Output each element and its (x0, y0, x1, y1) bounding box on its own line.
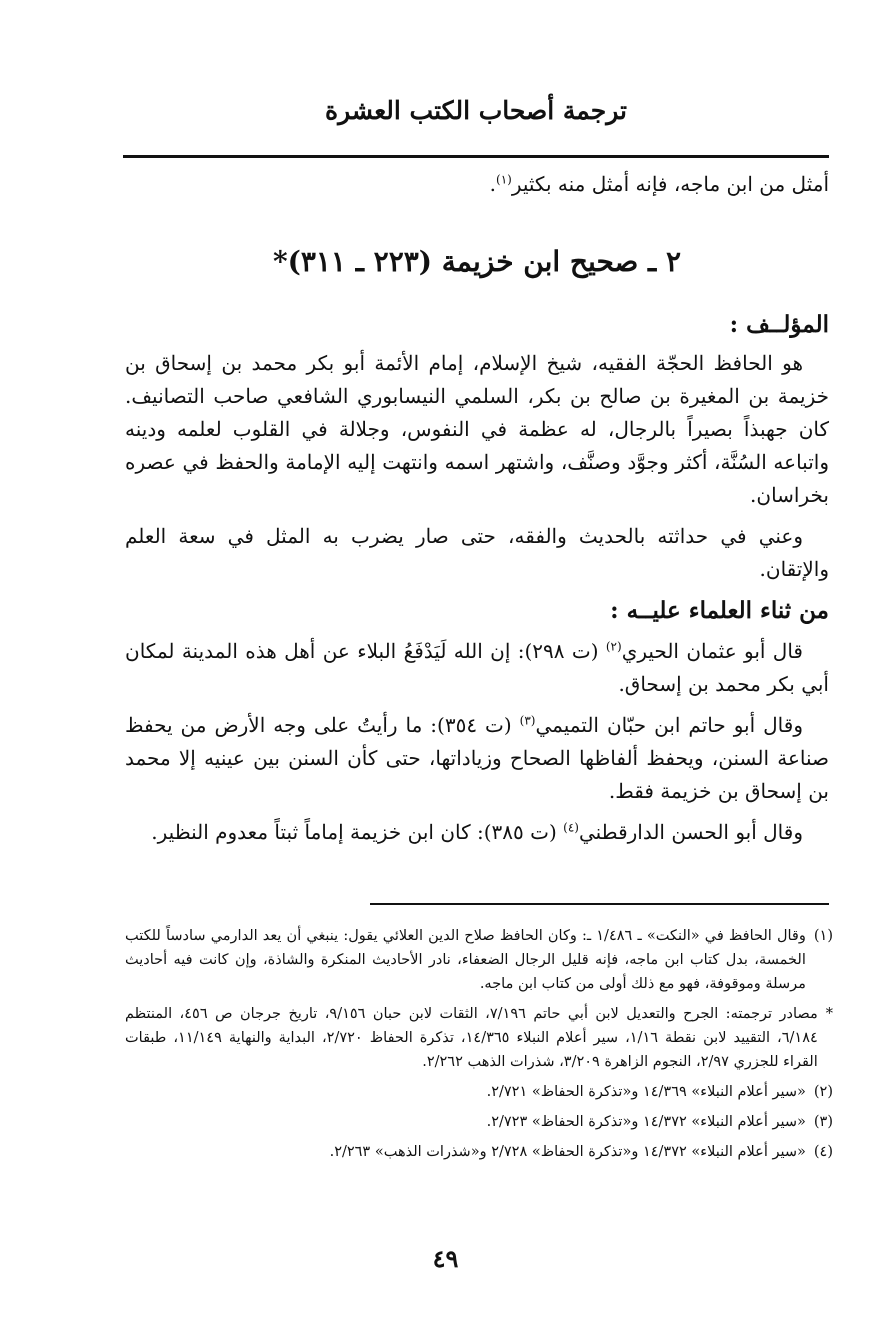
footnote-ref-3: (٣) (519, 713, 536, 728)
quote-2-text: (ت ٣٥٤): ما رأيتُ على وجه الأرض من يحفظ صناعة السنن، ويحفظ ألفاظها الصحاح وزياداتها، حتى كأن السنن بين عينيه إلا محمد بن إسحاق بن خزيمة فقط. (125, 713, 829, 803)
footnote-ref-1: (١) (496, 172, 512, 187)
footnote-mark: (٣) (813, 1114, 833, 1130)
quote-2-speaker: وقال أبو حاتم ابن حبّان التميمي (535, 713, 803, 737)
quote-3-text: (ت ٣٨٥): كان ابن خزيمة إماماً ثبتاً معدوم النظير. (151, 820, 564, 844)
footnote-1 (125, 924, 833, 996)
quote-paragraph-1 (125, 635, 829, 701)
footnotes (125, 924, 833, 1170)
footnote-mark: (٤) (813, 1144, 833, 1160)
main-text (125, 168, 829, 857)
quote-3-speaker: وقال أبو الحسن الدارقطني (578, 820, 803, 844)
page-number: ٤٩ (432, 1244, 459, 1273)
footnote-mark: (١) (813, 928, 833, 944)
author-heading: المؤلــف : (729, 311, 829, 338)
footnote-mark: * (825, 1006, 833, 1022)
quote-paragraph-3 (125, 816, 829, 849)
footnote-ref-4: (٤) (563, 820, 579, 835)
quote-1-text: (ت ٢٩٨): إن الله لَيَدْفَعُ البلاء عن أهل هذه المدينة لمكان أبي بكر محمد بن إسحاق. (125, 639, 829, 696)
footnote-sources (125, 1002, 833, 1074)
author-paragraph-1: هو الحافظ الحجّة الفقيه، شيخ الإسلام، إمام الأئمة أبو بكر محمد بن إسحاق بن خزيمة بن المغيرة بن صالح بن بكر، السلمي النيسابوري الشافعي صاحب التصانيف. كان جهبذاً بصيراً بالرجال، له عظمة في النفوس، وجلالة في القلوب لعلمه ودينه واتباعه السُنَّة، أكثر وجوَّد وصنَّف، واشتهر اسمه وانتهت إليه الإمامة والحفظ في عصره بخراسان. (125, 351, 829, 507)
footnote-text: «سير أعلام النبلاء» ١٤/٣٧٢ و«تذكرة الحفاظ» ٢/٧٢٣. (486, 1114, 806, 1130)
footnote-text: وقال الحافظ في «النكت» ـ ١/٤٨٦ ـ: وكان الحافظ صلاح الدين العلائي يقول: ينبغي أن يعد الدارمي سادساً للكتب الخمسة، بدل كتاب ابن ماجه، فإنه قليل الرجال الضعفاء، نادر الأحاديث المنكرة والشاذة، وإن كانت فيه أحاديث مرسلة وموقوفة، فهو مع ذلك أولى من كتاب ابن ماجه. (125, 928, 806, 992)
intro-line (125, 168, 829, 201)
intro-line-text: أمثل من ابن ماجه، فإنه أمثل منه بكثير (511, 172, 829, 196)
footnote-text: «سير أعلام النبلاء» ١٤/٣٦٩ و«تذكرة الحفاظ» ٢/٧٢١. (486, 1084, 806, 1100)
footnote-text: مصادر ترجمته: الجرح والتعديل لابن أبي حاتم ٧/١٩٦، الثقات لابن حبان ٩/١٥٦، تاريخ جرجان ص ٤٥٦، المنتظم ٦/١٨٤، التقييد لابن نقطة ١/١٦، سير أعلام النبلاء ١٤/٣٦٥، تذكرة الحفاظ ٢/٧٢٠، البداية والنهاية ١١/١٤٩، طبقات القراء للجزري ٢/٩٧، النجوم الزاهرة ٣/٢٠٩، شذرات الذهب ٢/٢٦٢. (125, 1006, 818, 1070)
praise-heading: من ثناء العلماء عليــه : (610, 597, 829, 624)
quote-1-speaker: قال أبو عثمان الحيري (621, 639, 803, 663)
entry-title: ٢ ـ صحيح ابن خزيمة (٢٢٣ ـ ٣١١)* (272, 245, 682, 278)
footnote-separator (370, 903, 829, 905)
footnote-mark: (٢) (813, 1084, 833, 1100)
footnote-ref-2: (٢) (605, 639, 622, 654)
footnote-text: «سير أعلام النبلاء» ١٤/٣٧٢ و«تذكرة الحفاظ» ٢/٧٢٨ و«شذرات الذهب» ٢/٢٦٣. (329, 1144, 806, 1160)
author-paragraph-2: وعني في حداثته بالحديث والفقه، حتى صار يضرب به المثل في سعة العلم والإتقان. (125, 524, 829, 581)
footnote-4 (125, 1140, 833, 1164)
footnote-3 (125, 1110, 833, 1134)
header-rule (123, 155, 829, 158)
quote-paragraph-2 (125, 709, 829, 808)
intro-line-end: . (489, 172, 496, 196)
footnote-2 (125, 1080, 833, 1104)
running-title: ترجمة أصحاب الكتب العشرة (325, 96, 627, 125)
